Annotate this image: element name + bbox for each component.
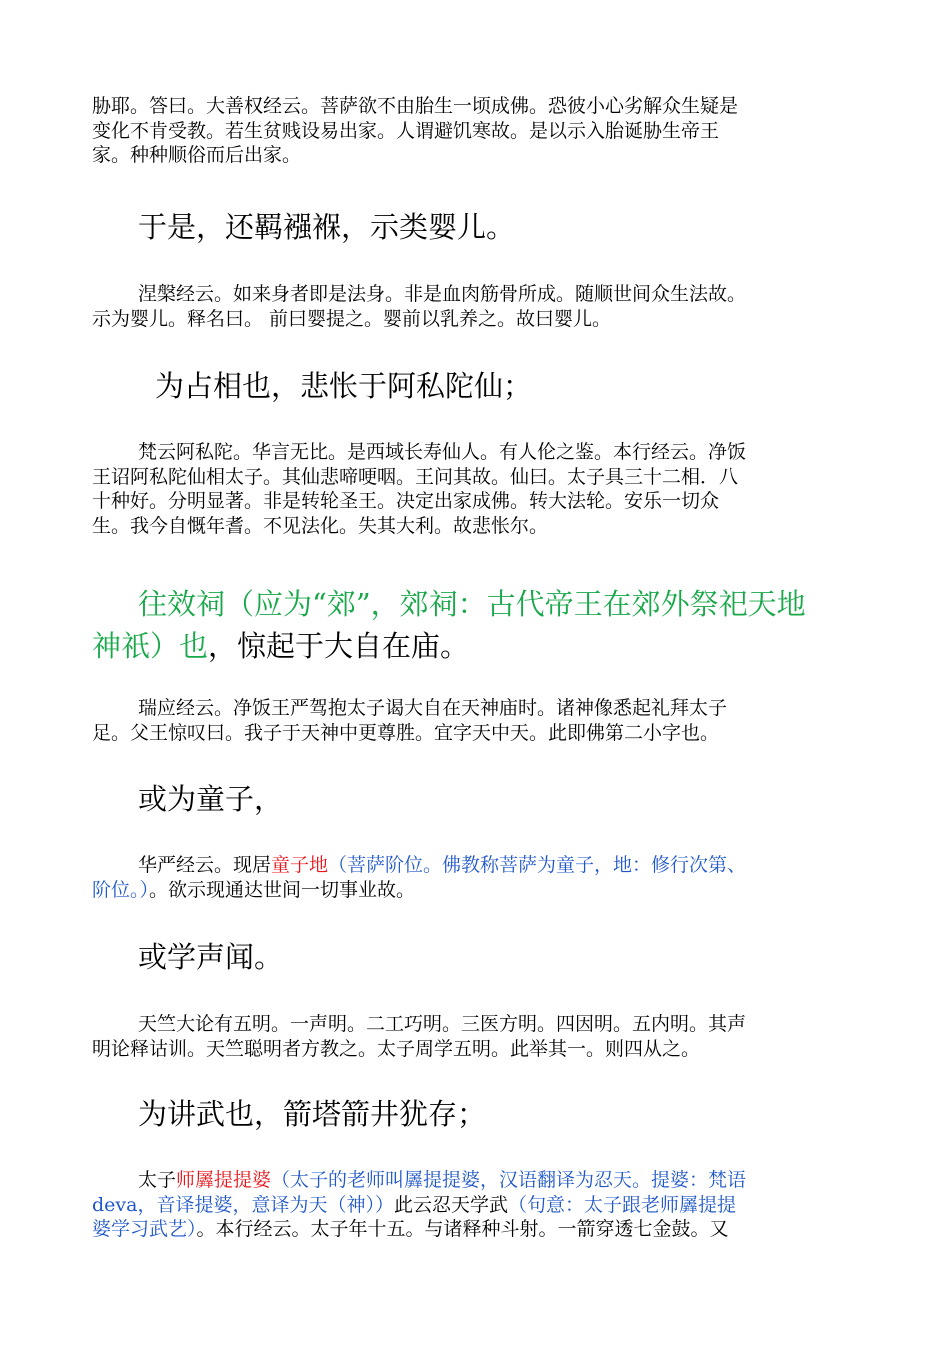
paragraph-6 <box>92 1012 862 1061</box>
verse-heading-6: 为讲武也，箭塔箭井犹存； <box>138 1097 487 1131</box>
annotation-blue: deva，音译提婆，意译为天（神）） <box>92 1193 394 1216</box>
paragraph-text: 此云忍天学武 <box>393 1193 508 1216</box>
paragraph-4 <box>92 696 862 745</box>
paragraph-1 <box>92 94 862 168</box>
paragraph-5 <box>92 853 862 902</box>
paragraph-line: 十种好。分明显著。非是转轮圣王。决定出家成佛。转大法轮。安乐一切众 <box>92 490 720 512</box>
verse-heading-4: 或为童子， <box>138 782 284 816</box>
paragraph-text: 。本行经云。太子年十五。与诸释种斗射。一箭穿透七金鼓。又 <box>196 1218 729 1240</box>
paragraph-line: 明论释诂训。天竺聪明者方教之。太子周学五明。此举其一。则四从之。 <box>92 1037 701 1060</box>
paragraph-line: 胁耶。答曰。大善权经云。菩萨欲不由胎生一顷成佛。恐彼小心劣解众生疑是 <box>92 95 739 117</box>
term-red: 师羼提提婆 <box>176 1169 272 1191</box>
verse-heading-1: 于是，还羁襁褓，示类婴儿。 <box>138 210 516 244</box>
paragraph-2 <box>92 282 862 331</box>
paragraph-line: 示为婴儿。释名曰。 前曰婴提之。婴前以乳养之。故曰婴儿。 <box>92 307 612 330</box>
paragraph-text: 太子 <box>138 1169 177 1191</box>
annotation-green: 往效祠（应为“郊”，郊祠：古代帝王在郊外祭祀天地 <box>138 587 806 621</box>
paragraph-text: 。欲示现通达世间一切事业故。 <box>149 878 416 901</box>
annotation-blue: （太子的老师叫羼提提婆，汉语翻译为忍天。提婆：梵语 <box>271 1169 747 1191</box>
paragraph-line: 天竺大论有五明。一声明。二工巧明。三医方明。四因明。五内明。其声 <box>138 1013 747 1035</box>
verse-heading-5: 或学声闻。 <box>138 940 284 974</box>
annotation-blue: （菩萨阶位。佛教称菩萨为童子，地：修行次第、 <box>328 854 747 876</box>
paragraph-line: 家。种种顺俗而后出家。 <box>92 144 302 166</box>
paragraph-line: 梵云阿私陀。华言无比。是西域长寿仙人。有人伦之鉴。本行经云。净饭 <box>138 441 747 463</box>
paragraph-line: 瑞应经云。净饭王严驾抱太子谒大自在天神庙时。诸神像悉起礼拜太子 <box>138 697 728 719</box>
paragraph-line: 王诏阿私陀仙相太子。其仙悲啼哽咽。王问其故。仙曰。太子具三十二相．八 <box>92 465 739 488</box>
annotation-blue: 阶位。） <box>92 878 150 901</box>
paragraph-3 <box>92 440 862 538</box>
paragraph-line: 生。我今自慨年耆。不见法化。失其大利。故悲怅尔。 <box>92 514 549 537</box>
paragraph-line: 足。父王惊叹曰。我子于天神中更尊胜。宜字天中天。此即佛第二小字也。 <box>92 721 720 744</box>
annotation-blue: （句意：太子跟老师羼提提 <box>508 1193 737 1216</box>
annotation-green: 神祇）也 <box>92 629 209 663</box>
term-red: 童子地 <box>271 854 329 876</box>
paragraph-text: 华严经云。现居 <box>138 854 272 876</box>
annotation-blue: 婆学习武艺） <box>92 1218 197 1240</box>
paragraph-line: 涅槃经云。如来身者即是法身。非是血肉筋骨所成。随顺世间众生法故。 <box>138 283 747 305</box>
paragraph-line: 变化不肯受教。若生贫贱设易出家。人谓避饥寒故。是以示入胎诞胁生帝王 <box>92 119 720 142</box>
paragraph-7 <box>92 1168 862 1242</box>
verse-text: ，惊起于大自在庙。 <box>208 629 470 663</box>
verse-heading-2: 为占相也，悲怅于阿私陀仙； <box>155 369 533 403</box>
verse-heading-3 <box>92 583 806 667</box>
